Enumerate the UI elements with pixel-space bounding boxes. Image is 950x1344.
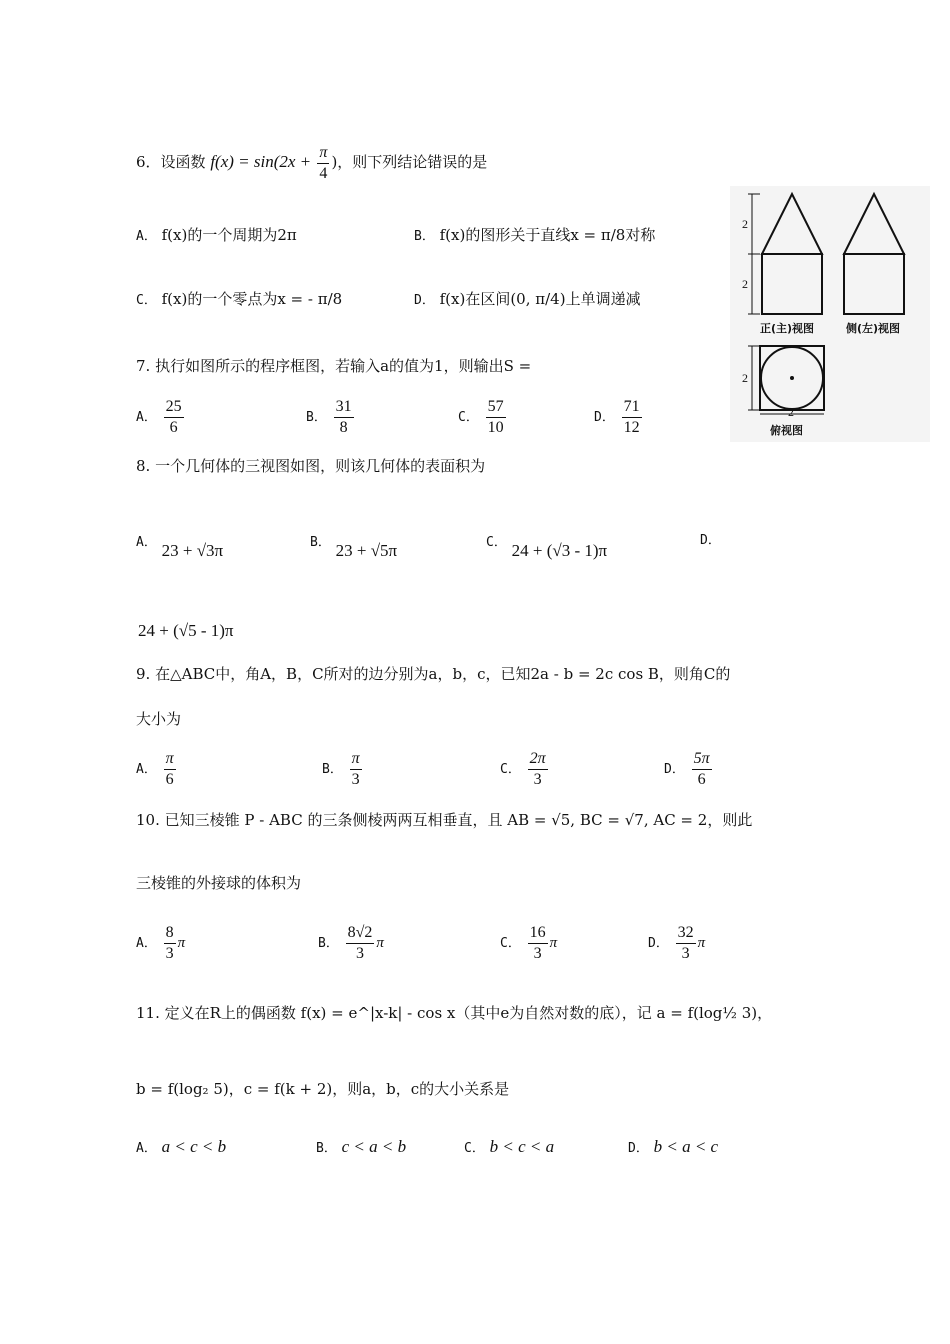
q11-option-c: C． b < c < a [464,1137,555,1156]
q6-option-d: D． f(x)在区间(0, π/4)上单调递减 [414,290,641,308]
q8-option-d: 24 + (√5 - 1)π [138,621,234,640]
q6-option-c: C． f(x)的一个零点为x = - π/8 [136,290,343,308]
q6-option-a: A． f(x)的一个周期为2π [136,226,297,244]
q8-option-a: A． 23 + √3π [136,535,224,560]
front-view-label: 正(主)视图 [760,322,815,335]
dim-label-side: 2 [742,371,748,385]
q7-option-c: C． $\frac{57}{10}$ [458,398,504,436]
top-view-label: 俯视图 [770,424,803,437]
q8-option-d-label: D． [700,533,721,548]
side-square [844,254,904,314]
q11-option-a: A． a < c < b [136,1137,227,1156]
q11-option-b: B． c < a < b [316,1137,407,1156]
q7-option-a: A． $\frac{25}{6}$ [136,398,182,436]
q10-option-a: A． $\frac{8}{3}$ π [136,924,186,962]
q10-stem-cont: 三棱锥的外接球的体积为 [136,874,302,892]
q8-option-c: C． 24 + (√3 - 1)π [486,535,608,560]
q9-option-b: B． $\frac{\pi}{3}$ [322,750,360,788]
dim-label-bottom: 2 [788,405,794,419]
q9-option-d: D． $\frac{5\pi}{6}$ [664,750,710,788]
q9-option-a: A． $\frac{\pi}{6}$ [136,750,174,788]
side-view-label: 侧(左)视图 [846,322,901,335]
side-triangle [844,194,904,254]
q10-option-b: B． $\frac{8√2}{3}$ π [318,924,384,962]
q9-option-c: C． $\frac{2\pi}{3}$ [500,750,546,788]
q9-stem-cont: 大小为 [136,710,182,728]
top-center-dot [790,376,794,380]
q6-stem: 6．设函数 f(x) = sin(2x + $\frac{\pi}{4}$ )，则下列结论错误的是 [136,144,488,182]
dim-label-mid: 2 [742,277,748,291]
three-view-drawing [730,186,930,442]
q9-stem: 9. 在△ABC中，角A，B，C所对的边分别为a，b，c，已知2a - b = 2c cos B，则角C的 [136,665,731,683]
q7-option-b: B． $\frac{31}{8}$ [306,398,352,436]
q11-stem-cont: b = f(log₂ 5)，c = f(k + 2)，则a，b，c的大小关系是 [136,1080,510,1098]
q11-stem: 11. 定义在R上的偶函数 f(x) = e^|x-k| - cos x（其中e为自然对数的底），记 a = f(log½ 3)， [136,1004,773,1022]
q11-option-d: D． b < a < c [628,1137,719,1156]
q10-option-d: D． $\frac{32}{3}$ π [648,924,706,962]
q6-option-b: B． f(x)的图形关于直线x = π/8对称 [414,226,656,244]
dim-label-top: 2 [742,217,748,231]
front-square [762,254,822,314]
q10-stem: 10. 已知三棱锥 P - ABC 的三条侧棱两两互相垂直，且 AB = √5, BC = √7, AC = 2，则此 [136,811,753,829]
q7-stem: 7. 执行如图所示的程序框图，若输入a的值为1，则输出S = [136,357,532,375]
three-view-figure [730,186,930,442]
q7-option-d: D． $\frac{71}{12}$ [594,398,640,436]
q8-stem: 8. 一个几何体的三视图如图，则该几何体的表面积为 [136,457,486,475]
front-triangle [762,194,822,254]
q10-option-c: C． $\frac{16}{3}$ π [500,924,558,962]
q8-option-b: B． 23 + √5π [310,535,398,560]
